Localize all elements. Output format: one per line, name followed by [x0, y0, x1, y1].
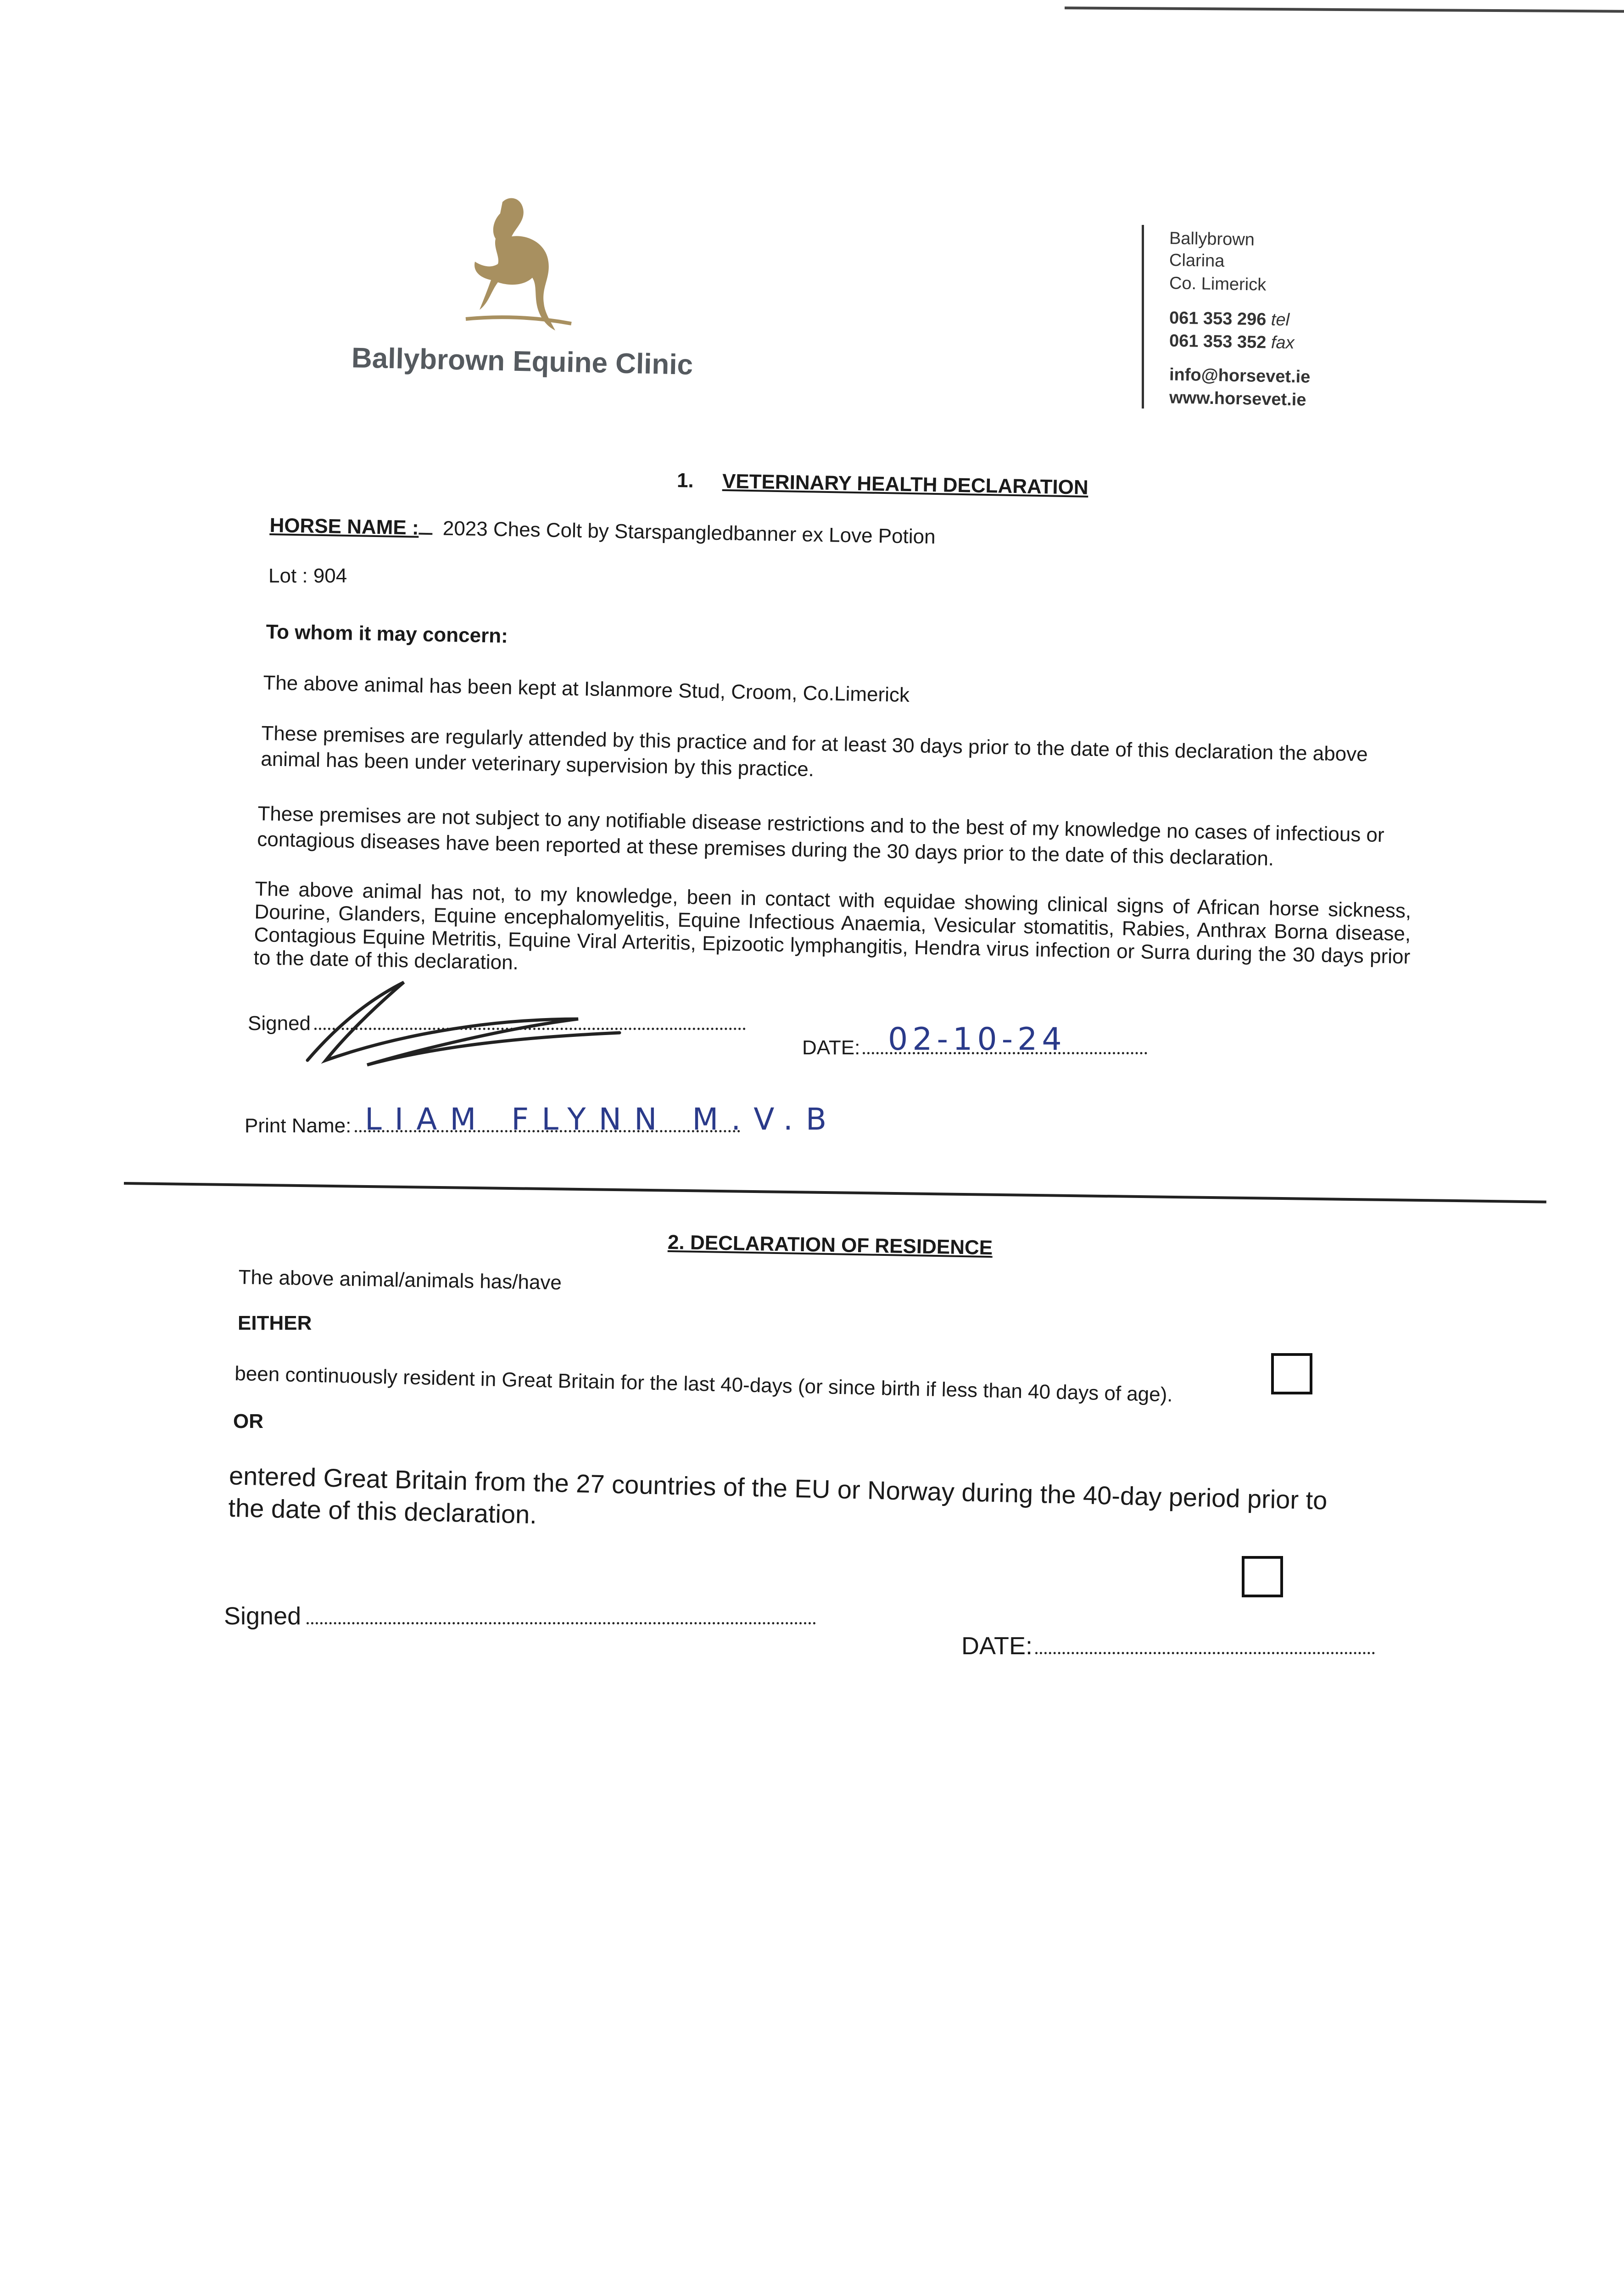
tel-label: tel: [1271, 310, 1290, 330]
address-line-2: Clarina: [1169, 250, 1225, 271]
print-name-handwritten: LIAM FLYNN M.V.B: [365, 1102, 840, 1137]
date-line-2[interactable]: [1035, 1647, 1375, 1654]
salutation: To whom it may concern:: [266, 621, 508, 648]
scan-edge-line: [1065, 6, 1624, 12]
either-label: EITHER: [238, 1312, 312, 1334]
date-handwritten: 02-10-24: [888, 1021, 1066, 1058]
address-line-3: Co. Limerick: [1169, 274, 1267, 295]
option1-text: been continuously resident in Great Britain for the last 40-days (or since birth if less than 40 days of age).: [234, 1362, 1173, 1406]
section2-title: 2. DECLARATION OF RESIDENCE: [667, 1231, 993, 1259]
tel-number: 061 353 296: [1169, 308, 1267, 330]
address-line-1: Ballybrown: [1169, 229, 1255, 250]
residence-intro: The above animal/animals has/have: [238, 1266, 562, 1294]
signed-label-text-1: Signed: [248, 1012, 311, 1035]
fax-label: fax: [1271, 333, 1295, 353]
signed-field-2: [224, 1602, 816, 1630]
option2-checkbox[interactable]: [1242, 1556, 1283, 1597]
email: info@horsevet.ie: [1169, 365, 1311, 387]
horse-logo-icon: [447, 193, 585, 340]
fax-line: [1169, 331, 1295, 353]
signature-line-2[interactable]: [307, 1618, 816, 1624]
print-name-label: Print Name:: [245, 1114, 352, 1137]
date-label-2: DATE:: [961, 1632, 1033, 1660]
option2-text: entered Great Britain from the 27 countries of the EU or Norway during the 40-day period prior to the date of this declaration.: [228, 1461, 1328, 1529]
paragraph-premises: The above animal has been kept at Islanmore Stud, Croom, Co.Limerick: [263, 671, 910, 707]
date-label-1: DATE:: [802, 1036, 860, 1059]
address-divider: [1142, 225, 1144, 409]
section1-title: VETERINARY HEALTH DECLARATION: [722, 470, 1089, 499]
paragraph-restrictions: These premises are not subject to any notifiable disease restrictions and to the best of my knowledge no cases of infectious or contagious diseases have been reported at these premises during the 30 days prior to the date of this declaration.: [257, 802, 1385, 870]
signature-scribble: [298, 968, 711, 1074]
section1-number: 1.: [676, 469, 694, 492]
paragraph-contact: The above animal has not, to my knowledge, been in contact with equidae showing clinical signs of African horse sickness, Dourine, Glanders, Equine encephalomyelitis, Equine Infectious Anaemia, Vesicular stomatitis, Rabies, Anthrax Borna disease, Contagious Equine Metritis, Equine Viral Arteritis, Epizootic lymphangitis, Hendra virus infection or Surra during the 30 days prior to the date of this declaration.: [253, 878, 1412, 974]
option1-checkbox[interactable]: [1271, 1353, 1312, 1394]
clinic-name: Ballybrown Equine Clinic: [351, 342, 693, 381]
or-label: OR: [233, 1410, 263, 1433]
fax-number: 061 353 352: [1169, 331, 1267, 353]
website: www.horsevet.ie: [1169, 388, 1306, 410]
horse-name-label: HORSE NAME :: [269, 514, 419, 539]
horse-name-value: 2023 Ches Colt by Starspangledbanner ex Love Potion: [442, 517, 936, 549]
lot-number: Lot : 904: [268, 565, 347, 587]
signed-label-2: Signed: [224, 1602, 301, 1630]
section-divider: [124, 1182, 1546, 1203]
horse-name-line: [269, 514, 936, 549]
paragraph-attendance: These premises are regularly attended by this practice and for at least 30 days prior to the date of this declaration the above animal has been under veterinary supervision by this practice.: [260, 722, 1368, 781]
tel-line: [1169, 308, 1290, 330]
date-field-2: [961, 1632, 1375, 1660]
section1-heading: [677, 469, 1088, 499]
